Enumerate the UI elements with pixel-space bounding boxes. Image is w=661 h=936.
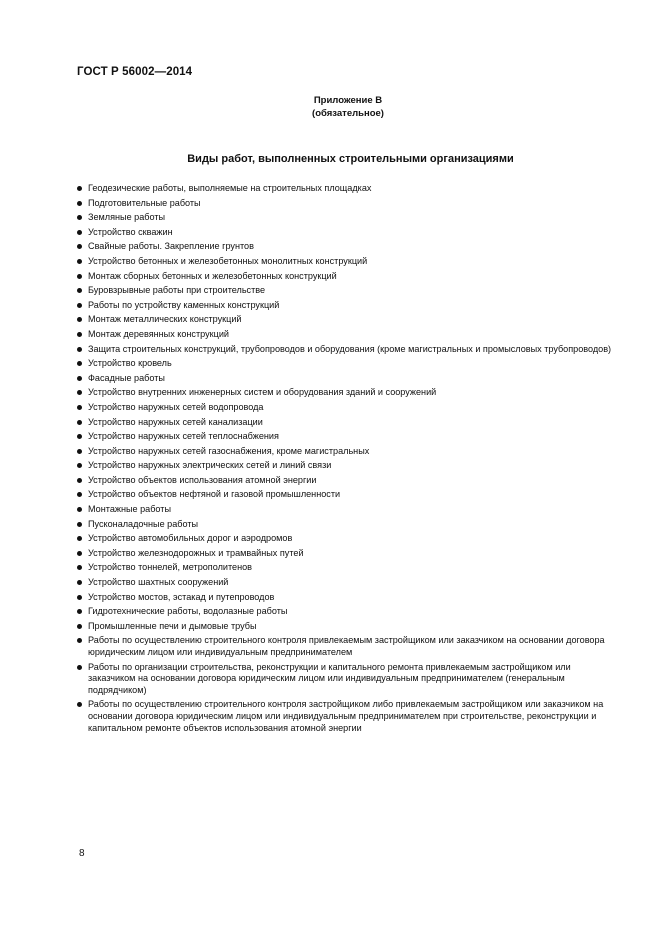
bullet-icon xyxy=(77,186,82,191)
list-item-text: Монтажные работы xyxy=(88,504,171,515)
list-item-text: Устройство бетонных и железобетонных монолитных конструкций xyxy=(88,255,368,266)
list-item xyxy=(77,635,617,658)
list-item-text: Устройство наружных сетей водопровода xyxy=(88,401,264,412)
list-item xyxy=(77,519,617,531)
bullet-icon xyxy=(77,274,82,279)
list-item-text: Геодезические работы, выполняемые на строительных площадках xyxy=(88,183,372,193)
bullet-icon xyxy=(77,624,82,629)
list-item xyxy=(77,300,617,312)
annex-heading xyxy=(0,94,661,120)
list-item xyxy=(77,504,617,516)
list-item-text: Промышленные печи и дымовые трубы xyxy=(88,620,257,631)
list-item-text: Устройство тоннелей, метрополитенов xyxy=(88,562,253,573)
list-item-text: Работы по организации строительства, реконструкции и капитального ремонта привлекаемым застройщиком или заказчиком на основании договора юридическим лицом или индивидуальным предпринимателем (генеральным подрядчиком) xyxy=(88,661,571,695)
bullet-icon xyxy=(77,478,82,483)
list-item xyxy=(77,344,617,356)
bullet-icon xyxy=(77,449,82,454)
list-item xyxy=(77,212,617,224)
bullet-icon xyxy=(77,420,82,425)
list-item xyxy=(77,489,617,501)
bullet-icon xyxy=(77,492,82,497)
list-item-text: Монтаж сборных бетонных и железобетонных конструкций xyxy=(88,270,337,281)
list-item-text: Работы по осуществлению строительного контроля привлекаемым застройщиком или заказчиком на основании договора юридическим лицом или индивидуальным предпринимателем xyxy=(88,635,605,657)
bullet-icon xyxy=(77,288,82,293)
work-types-list xyxy=(77,183,617,737)
list-item-text: Подготовительные работы xyxy=(88,197,201,208)
list-item xyxy=(77,699,617,734)
list-item-text: Устройство железнодорожных и трамвайных путей xyxy=(88,547,304,558)
list-item-text: Защита строительных конструкций, трубопроводов и оборудования (кроме магистральных и промысловых трубопроводов) xyxy=(88,343,612,354)
list-item-text: Устройство шахтных сооружений xyxy=(88,577,229,588)
bullet-icon xyxy=(77,361,82,366)
list-item-text: Фасадные работы xyxy=(88,372,165,383)
list-item-text: Работы по устройству каменных конструкций xyxy=(88,299,280,310)
list-item xyxy=(77,417,617,429)
list-item-text: Свайные работы. Закрепление грунтов xyxy=(88,241,254,252)
list-item xyxy=(77,271,617,283)
list-item-text: Буровзрывные работы при строительстве xyxy=(88,285,266,296)
bullet-icon xyxy=(77,347,82,352)
list-item-text: Монтаж деревянных конструкций xyxy=(88,328,229,339)
bullet-icon xyxy=(77,332,82,337)
annex-title: Приложение В xyxy=(313,95,383,106)
annex-status: (обязательное) xyxy=(312,108,384,119)
bullet-icon xyxy=(77,244,82,249)
list-item xyxy=(77,285,617,297)
bullet-icon xyxy=(77,376,82,381)
list-item xyxy=(77,358,617,370)
list-item xyxy=(77,662,617,697)
list-item xyxy=(77,241,617,253)
list-item-text: Устройство объектов использования атомной энергии xyxy=(88,474,317,485)
bullet-icon xyxy=(77,507,82,512)
bullet-icon xyxy=(77,565,82,570)
list-item xyxy=(77,460,617,472)
bullet-icon xyxy=(77,609,82,614)
list-item-text: Устройство скважин xyxy=(88,226,173,237)
list-item xyxy=(77,373,617,385)
list-item xyxy=(77,475,617,487)
list-item xyxy=(77,621,617,633)
bullet-icon xyxy=(77,215,82,220)
list-item-text: Устройство кровель xyxy=(88,358,172,369)
bullet-icon xyxy=(77,522,82,527)
list-item xyxy=(77,446,617,458)
list-item-text: Устройство мостов, эстакад и путепроводов xyxy=(88,591,275,602)
section-title: Виды работ, выполненных строительными организациями xyxy=(187,153,514,165)
list-item-text: Устройство наружных сетей газоснабжения, кроме магистральных xyxy=(88,445,370,456)
bullet-icon xyxy=(77,201,82,206)
list-item-text: Земляные работы xyxy=(88,212,166,223)
list-item xyxy=(77,227,617,239)
list-item-text: Устройство наружных сетей теплоснабжения xyxy=(88,431,279,442)
list-item-text: Устройство наружных сетей канализации xyxy=(88,416,263,427)
list-item-text: Устройство объектов нефтяной и газовой промышленности xyxy=(88,489,341,500)
bullet-icon xyxy=(77,230,82,235)
bullet-icon xyxy=(77,702,82,707)
bullet-icon xyxy=(77,595,82,600)
bullet-icon xyxy=(77,303,82,308)
bullet-icon xyxy=(77,536,82,541)
bullet-icon xyxy=(77,259,82,264)
bullet-icon xyxy=(77,638,82,643)
list-item-text: Пусконаладочные работы xyxy=(88,518,199,529)
bullet-icon xyxy=(77,580,82,585)
bullet-icon xyxy=(77,390,82,395)
list-item-text: Устройство автомобильных дорог и аэродромов xyxy=(88,533,293,544)
bullet-icon xyxy=(77,551,82,556)
list-item xyxy=(77,402,617,414)
list-item xyxy=(77,562,617,574)
document-header: ГОСТ Р 56002—2014 xyxy=(77,66,193,78)
list-item xyxy=(77,431,617,443)
bullet-icon xyxy=(77,405,82,410)
list-item xyxy=(77,592,617,604)
page-number: 8 xyxy=(79,848,85,859)
list-item-text: Устройство внутренних инженерных систем и оборудования зданий и сооружений xyxy=(88,387,437,398)
list-item xyxy=(77,329,617,341)
list-item-text: Монтаж металлических конструкций xyxy=(88,314,242,325)
list-item xyxy=(77,606,617,618)
list-item-text: Работы по осуществлению строительного контроля застройщиком либо привлекаемым застройщиком или заказчиком на основании договора юридическим лицом или индивидуальным предпринимателем при строительстве, реконструкции и капитальном ремонте объектов использования атомной энергии xyxy=(88,699,604,733)
list-item xyxy=(77,256,617,268)
bullet-icon xyxy=(77,463,82,468)
list-item xyxy=(77,577,617,589)
bullet-icon xyxy=(77,665,82,670)
list-item xyxy=(77,198,617,210)
list-item-text: Устройство наружных электрических сетей и линий связи xyxy=(88,460,332,471)
list-item xyxy=(77,314,617,326)
list-item xyxy=(77,387,617,399)
bullet-icon xyxy=(77,317,82,322)
list-item xyxy=(77,533,617,545)
list-item-text: Гидротехнические работы, водолазные работы xyxy=(88,606,288,617)
bullet-icon xyxy=(77,434,82,439)
list-item xyxy=(77,183,617,195)
list-item xyxy=(77,548,617,560)
